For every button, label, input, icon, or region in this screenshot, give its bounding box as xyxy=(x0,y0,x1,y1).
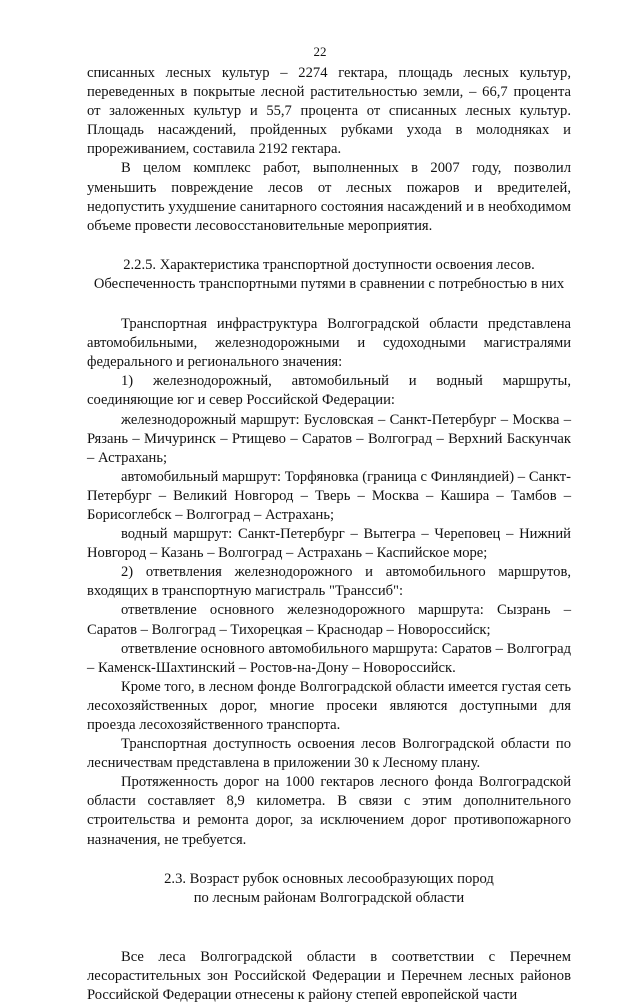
paragraph-11: Кроме того, в лесном фонде Волгоградской области имеется густая сеть лесохозяйственных дорог, многие просеки являются доступными для проезда лесохозяйственного транспорта. xyxy=(87,678,571,733)
spacer xyxy=(87,294,571,315)
paragraph-4: 1) железнодорожный, автомобильный и водный маршруты, соединяющие юг и север Российской Федерации: xyxy=(87,373,571,409)
paragraph-1: списанных лесных культур – 2274 гектара, площадь лесных культур, переведенных в покрытые лесной растительностью земли, – 66,7 процента от заложенных культур и 55,7 процента от списанных лесных культур. Площадь насаждений, пройденных рубками ухода в молодняках и прореживанием, составила 2192 гектара. xyxy=(87,65,571,158)
paragraph-5: железнодорожный маршрут: Бусловская – Санкт-Петербург – Москва – Рязань – Мичуринск – Ртищево – Саратов – Волгоград – Верхний Баскунчак – Астрахань; xyxy=(87,411,571,466)
page-body xyxy=(87,64,571,1005)
spacer xyxy=(87,236,571,256)
paragraph-7: водный маршрут: Санкт-Петербург – Вытегра – Череповец – Нижний Новгород – Казань – Волгоград – Астрахань – Каспийское море; xyxy=(87,526,571,562)
paragraph-10: ответвление основного автомобильного маршрута: Саратов – Волгоград – Каменск-Шахтинский – Ростов-на-Дону – Новороссийск. xyxy=(87,640,571,676)
paragraph-6: автомобильный маршрут: Торфяновка (граница с Финляндией) – Санкт-Петербург – Великий Новгород – Тверь – Москва – Кашира – Тамбов – Борисоглебск – Волгоград – Астрахань; xyxy=(87,468,571,523)
paragraph-9: ответвление основного железнодорожного маршрута: Сызрань – Саратов – Волгоград – Тихорецкая – Краснодар – Новороссийск; xyxy=(87,602,571,638)
spacer xyxy=(87,850,571,870)
paragraph-13: Протяженность дорог на 1000 гектаров лесного фонда Волгоградской области составляет 8,9 километра. В связи с этим дополнительного строительства и ремонта дорог, за исключением дорог противопожарного назначения, не требуется. xyxy=(87,774,571,848)
paragraph-14: Все леса Волгоградской области в соответствии с Перечнем лесорастительных зон Российской Федерации и Перечнем лесных районов Российской Федерации отнесены к району степей европейской части xyxy=(87,948,571,1004)
section-heading-2-3-line-2: по лесным районам Волгоградской области xyxy=(193,889,465,906)
page-number: 22 xyxy=(313,44,327,59)
paragraph-3: Транспортная инфраструктура Волгоградской области представлена автомобильными, железнодорожными и судоходными магистралями федерального и регионального значения: xyxy=(87,316,571,371)
section-heading-2-3-line-1: 2.3. Возраст рубок основных лесообразующих пород xyxy=(164,870,494,887)
paragraph-8: 2) ответвления железнодорожного и автомобильного маршрутов, входящих в транспортную магистраль "Транссиб": xyxy=(87,564,571,600)
section-heading-2-2-5-line-2: Обеспеченность транспортными путями в сравнении с потребностью в них xyxy=(93,275,565,292)
spacer xyxy=(87,908,571,948)
paragraph-12: Транспортная доступность освоения лесов Волгоградской области по лесничествам представлена в приложении 30 к Лесному плану. xyxy=(87,736,571,772)
paragraph-2: В целом комплекс работ, выполненных в 2007 году, позволил уменьшить повреждение лесов от лесных пожаров и вредителей, недопустить ухудшение санитарного состояния насаждений и в необходимом объеме провести лесовосстановительные мероприятия. xyxy=(87,160,571,234)
section-heading-2-2-5-line-1: 2.2.5. Характеристика транспортной доступности освоения лесов. xyxy=(123,256,535,273)
